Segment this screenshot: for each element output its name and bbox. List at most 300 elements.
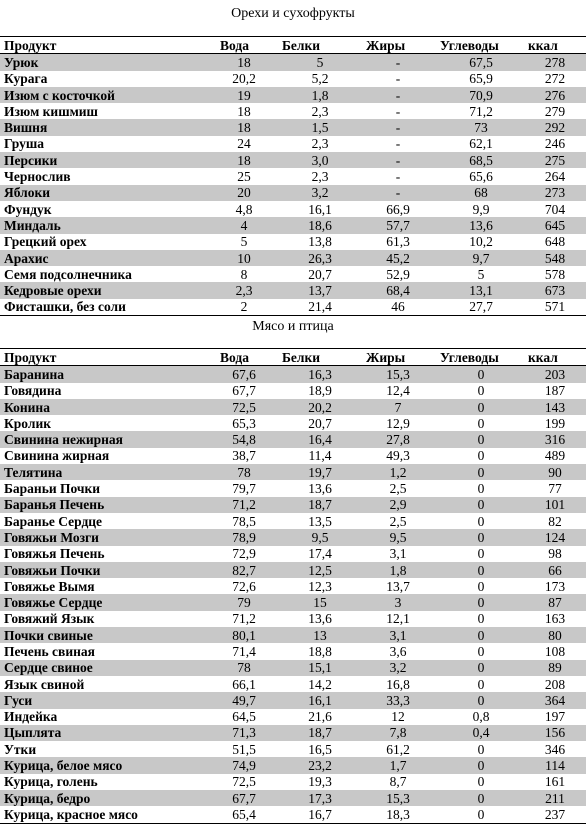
- table-row: [0, 299, 586, 316]
- table-row: [0, 54, 586, 71]
- cell-carbs: 68: [474, 185, 488, 201]
- cell-product: Кедровые орехи: [4, 283, 102, 299]
- cell-kcal: 571: [544, 299, 566, 315]
- cell-fat: 68,4: [386, 283, 410, 299]
- header-product: Продукт: [4, 37, 57, 53]
- cell-water: 25: [237, 169, 251, 185]
- cell-carbs: 13,6: [469, 217, 493, 233]
- cell-product: Гуси: [4, 692, 33, 708]
- cell-protein: 20,2: [308, 399, 332, 415]
- cell-protein: 18,7: [308, 497, 332, 513]
- cell-product: Баранина: [4, 366, 65, 382]
- cell-fat: 1,7: [389, 758, 407, 774]
- cell-protein: 20,7: [308, 266, 332, 282]
- cell-protein: 2,3: [311, 169, 329, 185]
- cell-kcal: 364: [544, 692, 566, 708]
- cell-kcal: 237: [544, 806, 566, 822]
- header-product: Продукт: [4, 349, 57, 365]
- cell-kcal: 246: [544, 136, 566, 152]
- cell-carbs: 0,4: [472, 725, 490, 741]
- table-row: [0, 676, 586, 692]
- cell-fat: 61,3: [386, 234, 410, 250]
- cell-carbs: 0: [477, 611, 485, 627]
- cell-water: 72,6: [232, 578, 256, 594]
- table-row: [0, 217, 586, 233]
- table-row: [0, 119, 586, 135]
- header-kcal: ккал: [528, 349, 558, 365]
- cell-protein: 11,4: [308, 448, 332, 464]
- cell-product: Курица, белое мясо: [4, 758, 123, 774]
- cell-water: 72,5: [232, 774, 256, 790]
- cell-kcal: 704: [544, 201, 566, 217]
- cell-fat: 15,3: [386, 790, 410, 806]
- cell-kcal: 208: [544, 676, 566, 692]
- cell-product: Фисташки, без соли: [4, 299, 126, 315]
- cell-water: 78: [237, 464, 251, 480]
- cell-fat: -: [395, 185, 401, 201]
- cell-kcal: 161: [544, 774, 566, 790]
- cell-water: 72,9: [232, 546, 256, 562]
- cell-fat: 57,7: [386, 217, 410, 233]
- cell-carbs: 0: [477, 513, 485, 529]
- cell-carbs: 0: [477, 399, 485, 415]
- cell-water: 79,7: [232, 481, 256, 497]
- cell-kcal: 163: [544, 611, 566, 627]
- cell-product: Фундук: [4, 201, 52, 217]
- cell-water: 66,1: [232, 676, 256, 692]
- cell-fat: -: [395, 71, 401, 87]
- cell-kcal: 90: [548, 464, 562, 480]
- cell-kcal: 80: [548, 627, 562, 643]
- cell-carbs: 0: [477, 546, 485, 562]
- cell-kcal: 275: [544, 152, 566, 168]
- cell-product: Почки свиные: [4, 627, 93, 643]
- cell-carbs: 0: [477, 790, 485, 806]
- cell-protein: 16,4: [308, 432, 332, 448]
- cell-water: 64,5: [232, 709, 256, 725]
- cell-fat: 46: [391, 299, 405, 315]
- cell-protein: 18,9: [308, 383, 332, 399]
- table-row: [0, 627, 586, 643]
- cell-water: 20,2: [232, 71, 256, 87]
- cell-carbs: 0: [477, 676, 485, 692]
- cell-fat: 61,2: [386, 741, 410, 757]
- cell-water: 20: [237, 185, 251, 201]
- table-row: [0, 546, 586, 562]
- cell-fat: 8,7: [389, 774, 407, 790]
- cell-fat: 2,5: [389, 513, 407, 529]
- cell-protein: 13,6: [308, 611, 332, 627]
- cell-protein: 17,4: [308, 546, 332, 562]
- header-carbs: Углеводы: [440, 349, 499, 365]
- cell-water: 67,6: [232, 366, 256, 382]
- cell-kcal: 98: [548, 546, 562, 562]
- cell-product: Индейка: [4, 709, 58, 725]
- cell-protein: 19,3: [308, 774, 332, 790]
- cell-kcal: 211: [545, 790, 565, 806]
- cell-fat: 1,2: [389, 464, 407, 480]
- cell-protein: 17,3: [308, 790, 332, 806]
- cell-product: Груша: [4, 136, 44, 152]
- table-row: [0, 152, 586, 168]
- cell-carbs: 0: [477, 497, 485, 513]
- nuts-table: [0, 36, 586, 316]
- cell-carbs: 0,8: [472, 709, 490, 725]
- table-row: [0, 201, 586, 217]
- cell-fat: 2,5: [389, 481, 407, 497]
- cell-kcal: 489: [544, 448, 566, 464]
- cell-protein: 9,5: [311, 529, 329, 545]
- header-fat: Жиры: [366, 37, 406, 53]
- table-row: [0, 185, 586, 201]
- cell-product: Утки: [4, 741, 37, 757]
- cell-kcal: 89: [548, 660, 562, 676]
- cell-water: 80,1: [232, 627, 256, 643]
- cell-water: 67,7: [232, 790, 256, 806]
- table-row: [0, 87, 586, 103]
- cell-carbs: 0: [477, 578, 485, 594]
- cell-carbs: 5: [477, 266, 485, 282]
- cell-product: Сердце свиное: [4, 660, 93, 676]
- cell-carbs: 0: [477, 643, 485, 659]
- cell-water: 4,8: [235, 201, 253, 217]
- cell-protein: 19,7: [308, 464, 332, 480]
- cell-protein: 18,7: [308, 725, 332, 741]
- header-water: Вода: [220, 37, 249, 53]
- table-row: [0, 578, 586, 594]
- cell-protein: 16,5: [308, 741, 332, 757]
- cell-kcal: 346: [544, 741, 566, 757]
- cell-kcal: 87: [548, 595, 562, 611]
- table-row: [0, 594, 586, 610]
- cell-water: 18: [237, 152, 251, 168]
- cell-protein: 2,3: [311, 103, 329, 119]
- cell-carbs: 0: [477, 481, 485, 497]
- cell-fat: -: [395, 169, 401, 185]
- cell-kcal: 279: [544, 103, 566, 119]
- cell-protein: 16,1: [308, 201, 332, 217]
- table-row: [0, 136, 586, 152]
- cell-kcal: 197: [544, 709, 566, 725]
- cell-carbs: 9,9: [472, 201, 490, 217]
- table-row: [0, 513, 586, 529]
- cell-fat: -: [395, 87, 401, 103]
- cell-water: 2: [240, 299, 248, 315]
- cell-product: Язык свиной: [4, 676, 85, 692]
- cell-carbs: 73: [474, 120, 488, 136]
- cell-protein: 26,3: [308, 250, 332, 266]
- cell-water: 71,2: [232, 497, 256, 513]
- cell-protein: 12,3: [308, 578, 332, 594]
- cell-protein: 16,1: [308, 692, 332, 708]
- cell-water: 54,8: [232, 432, 256, 448]
- cell-protein: 2,3: [311, 136, 329, 152]
- cell-carbs: 67,5: [469, 54, 493, 70]
- table-row: [0, 448, 586, 464]
- cell-fat: 18,3: [386, 806, 410, 822]
- cell-kcal: 124: [544, 529, 566, 545]
- cell-protein: 15: [313, 595, 327, 611]
- cell-product: Яблоки: [4, 185, 51, 201]
- table-row: [0, 168, 586, 184]
- table-row: [0, 103, 586, 119]
- table-header-row: [0, 37, 586, 54]
- table-row: [0, 709, 586, 725]
- cell-fat: 7: [394, 399, 402, 415]
- cell-water: 10: [237, 250, 251, 266]
- cell-protein: 1,8: [311, 87, 329, 103]
- cell-protein: 20,7: [308, 415, 332, 431]
- cell-carbs: 0: [477, 432, 485, 448]
- cell-carbs: 0: [477, 692, 485, 708]
- cell-water: 78,9: [232, 529, 256, 545]
- cell-carbs: 0: [477, 383, 485, 399]
- cell-kcal: 203: [544, 366, 566, 382]
- cell-protein: 5: [316, 54, 324, 70]
- cell-kcal: 66: [548, 562, 562, 578]
- cell-carbs: 65,9: [469, 71, 493, 87]
- cell-product: Говяжье Сердце: [4, 595, 103, 611]
- cell-product: Говяжья Печень: [4, 546, 105, 562]
- table-row: [0, 497, 586, 513]
- table-row: [0, 725, 586, 741]
- cell-fat: 3,1: [389, 546, 407, 562]
- cell-protein: 5,2: [311, 71, 329, 87]
- table-row: [0, 741, 586, 757]
- table-row: [0, 562, 586, 578]
- cell-fat: 3,6: [389, 643, 407, 659]
- cell-product: Изюм кишмиш: [4, 103, 98, 119]
- cell-kcal: 548: [544, 250, 566, 266]
- cell-water: 18: [237, 54, 251, 70]
- header-protein: Белки: [282, 349, 321, 365]
- cell-kcal: 101: [544, 497, 566, 513]
- cell-fat: 12,1: [386, 611, 410, 627]
- meat-table-body: [0, 366, 586, 823]
- cell-water: 51,5: [232, 741, 256, 757]
- cell-product: Семя подсолнечника: [4, 266, 132, 282]
- header-protein: Белки: [282, 37, 321, 53]
- cell-product: Говяжье Вымя: [4, 578, 95, 594]
- table-row: [0, 282, 586, 298]
- cell-product: Курица, бедро: [4, 790, 91, 806]
- header-kcal: ккал: [528, 37, 558, 53]
- cell-water: 4: [240, 217, 248, 233]
- cell-carbs: 65,6: [469, 169, 493, 185]
- section-title-nuts: Орехи и сухофрукты: [231, 6, 355, 21]
- cell-product: Изюм с косточкой: [4, 87, 115, 103]
- cell-product: Говядина: [4, 383, 62, 399]
- table-row: [0, 366, 586, 383]
- cell-fat: 3,1: [389, 627, 407, 643]
- cell-fat: 12: [391, 709, 405, 725]
- cell-protein: 13: [313, 627, 327, 643]
- cell-fat: 1,8: [389, 562, 407, 578]
- cell-fat: -: [395, 54, 401, 70]
- cell-kcal: 673: [544, 283, 566, 299]
- cell-kcal: 272: [544, 71, 566, 87]
- table-row: [0, 692, 586, 708]
- cell-protein: 23,2: [308, 758, 332, 774]
- table-row: [0, 774, 586, 790]
- cell-water: 65,4: [232, 806, 256, 822]
- cell-fat: 7,8: [389, 725, 407, 741]
- cell-product: Печень свиная: [4, 643, 95, 659]
- cell-fat: 33,3: [386, 692, 410, 708]
- cell-kcal: 114: [545, 758, 565, 774]
- nuts-table-body: [0, 54, 586, 316]
- cell-product: Вишня: [4, 120, 48, 136]
- cell-carbs: 70,9: [469, 87, 493, 103]
- cell-product: Чернослив: [4, 169, 71, 185]
- cell-protein: 12,5: [308, 562, 332, 578]
- cell-water: 49,7: [232, 692, 256, 708]
- cell-fat: -: [395, 152, 401, 168]
- cell-carbs: 0: [477, 774, 485, 790]
- cell-fat: 12,9: [386, 415, 410, 431]
- cell-kcal: 648: [544, 234, 566, 250]
- cell-kcal: 578: [544, 266, 566, 282]
- table-row: [0, 415, 586, 431]
- cell-fat: 3: [394, 595, 402, 611]
- cell-carbs: 9,7: [472, 250, 490, 266]
- cell-product: Свинина жирная: [4, 448, 110, 464]
- cell-kcal: 278: [544, 54, 566, 70]
- cell-carbs: 10,2: [469, 234, 493, 250]
- cell-fat: 45,2: [386, 250, 410, 266]
- cell-water: 65,3: [232, 415, 256, 431]
- cell-carbs: 0: [477, 595, 485, 611]
- cell-water: 78,5: [232, 513, 256, 529]
- cell-water: 79: [237, 595, 251, 611]
- table-row: [0, 250, 586, 266]
- cell-protein: 18,6: [308, 217, 332, 233]
- table-row: [0, 480, 586, 496]
- table-row: [0, 806, 586, 823]
- cell-protein: 13,7: [308, 283, 332, 299]
- cell-kcal: 187: [544, 383, 566, 399]
- cell-protein: 21,4: [308, 299, 332, 315]
- cell-water: 24: [237, 136, 251, 152]
- cell-water: 78: [237, 660, 251, 676]
- cell-kcal: 77: [548, 481, 562, 497]
- table-row: [0, 464, 586, 480]
- cell-product: Говяжьи Почки: [4, 562, 101, 578]
- cell-product: Курица, голень: [4, 774, 98, 790]
- cell-carbs: 68,5: [469, 152, 493, 168]
- cell-kcal: 199: [544, 415, 566, 431]
- cell-kcal: 173: [544, 578, 566, 594]
- cell-protein: 13,5: [308, 513, 332, 529]
- cell-protein: 21,6: [308, 709, 332, 725]
- cell-kcal: 276: [544, 87, 566, 103]
- cell-kcal: 264: [544, 169, 566, 185]
- cell-fat: 27,8: [386, 432, 410, 448]
- cell-product: Телятина: [4, 464, 63, 480]
- cell-carbs: 71,2: [469, 103, 493, 119]
- cell-water: 67,7: [232, 383, 256, 399]
- cell-fat: 49,3: [386, 448, 410, 464]
- cell-carbs: 0: [477, 562, 485, 578]
- cell-carbs: 0: [477, 660, 485, 676]
- cell-fat: 66,9: [386, 201, 410, 217]
- table-row: [0, 383, 586, 399]
- cell-product: Урюк: [4, 54, 39, 70]
- cell-carbs: 0: [477, 366, 485, 382]
- cell-kcal: 82: [548, 513, 562, 529]
- cell-water: 18: [237, 103, 251, 119]
- cell-fat: -: [395, 136, 401, 152]
- cell-fat: 12,4: [386, 383, 410, 399]
- cell-protein: 16,7: [308, 806, 332, 822]
- table-row: [0, 529, 586, 545]
- cell-protein: 16,3: [308, 366, 332, 382]
- cell-fat: 16,8: [386, 676, 410, 692]
- cell-water: 71,3: [232, 725, 256, 741]
- cell-water: 72,5: [232, 399, 256, 415]
- cell-fat: -: [395, 120, 401, 136]
- cell-water: 2,3: [235, 283, 253, 299]
- cell-carbs: 0: [477, 741, 485, 757]
- header-fat: Жиры: [366, 349, 406, 365]
- cell-water: 71,4: [232, 643, 256, 659]
- cell-product: Арахис: [4, 250, 49, 266]
- cell-product: Свинина нежирная: [4, 432, 123, 448]
- cell-carbs: 0: [477, 448, 485, 464]
- cell-product: Баранья Печень: [4, 497, 105, 513]
- cell-product: Персики: [4, 152, 58, 168]
- cell-product: Баранье Сердце: [4, 513, 103, 529]
- cell-carbs: 0: [477, 464, 485, 480]
- cell-water: 74,9: [232, 758, 256, 774]
- cell-protein: 3,2: [311, 185, 329, 201]
- section-title-meat: Мясо и птица: [252, 319, 334, 334]
- table-row: [0, 431, 586, 447]
- table-row: [0, 71, 586, 87]
- meat-table: [0, 348, 586, 824]
- cell-kcal: 316: [544, 432, 566, 448]
- cell-fat: 9,5: [389, 529, 407, 545]
- cell-carbs: 62,1: [469, 136, 493, 152]
- cell-product: Цыплята: [4, 725, 62, 741]
- cell-product: Говяжий Язык: [4, 611, 95, 627]
- cell-water: 38,7: [232, 448, 256, 464]
- cell-fat: 3,2: [389, 660, 407, 676]
- cell-carbs: 27,7: [469, 299, 493, 315]
- cell-fat: 15,3: [386, 366, 410, 382]
- header-carbs: Углеводы: [440, 37, 499, 53]
- cell-protein: 13,6: [308, 481, 332, 497]
- cell-fat: 52,9: [386, 266, 410, 282]
- cell-product: Конина: [4, 399, 50, 415]
- cell-carbs: 13,1: [469, 283, 493, 299]
- cell-protein: 13,8: [308, 234, 332, 250]
- table-row: [0, 399, 586, 415]
- table-row: [0, 611, 586, 627]
- table-row: [0, 643, 586, 659]
- cell-kcal: 108: [544, 643, 566, 659]
- cell-water: 5: [240, 234, 248, 250]
- cell-product: Курага: [4, 71, 48, 87]
- table-row: [0, 266, 586, 282]
- cell-water: 19: [237, 87, 251, 103]
- cell-protein: 1,5: [311, 120, 329, 136]
- cell-product: Грецкий орех: [4, 234, 87, 250]
- cell-product: Кролик: [4, 415, 51, 431]
- cell-kcal: 292: [544, 120, 566, 136]
- cell-kcal: 143: [544, 399, 566, 415]
- cell-water: 71,2: [232, 611, 256, 627]
